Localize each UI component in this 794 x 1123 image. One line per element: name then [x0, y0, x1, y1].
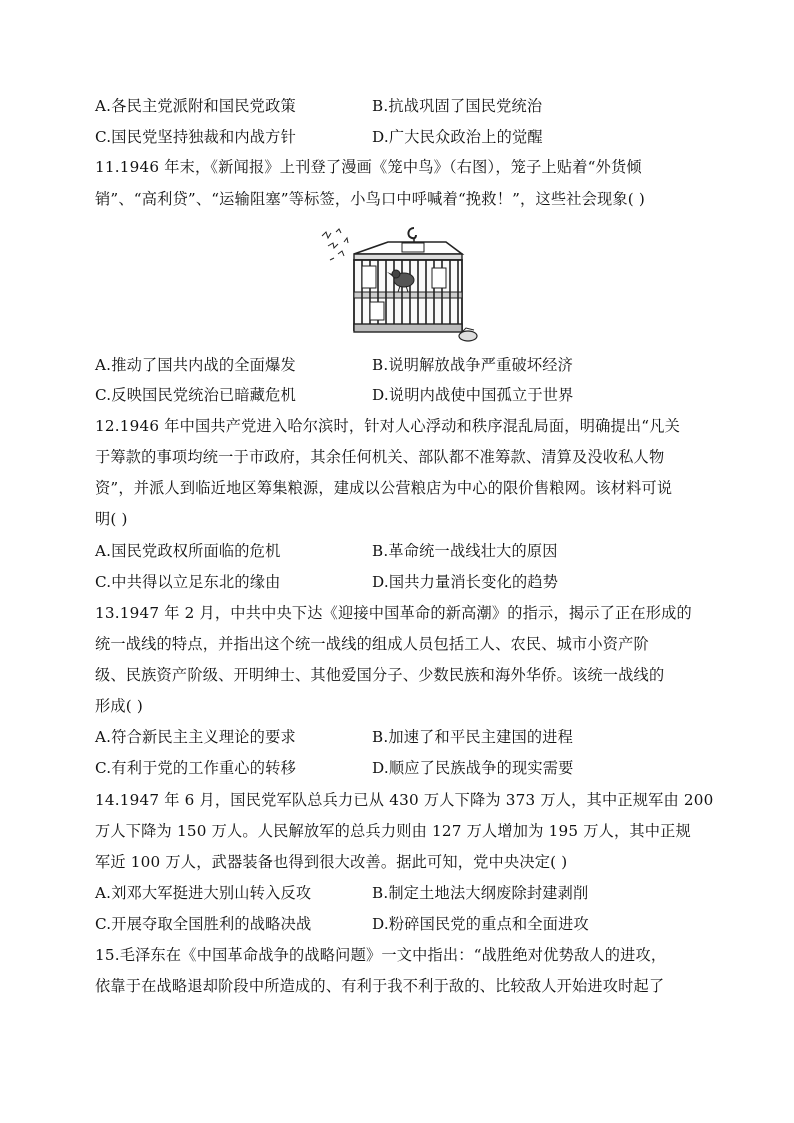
q13-option-c: C.有利于党的工作重心的转移 — [95, 759, 296, 777]
q10-option-b: B.抗战巩固了国民党统治 — [372, 97, 543, 115]
birdcage-cartoon-icon — [318, 224, 478, 346]
q13-stem-line-3: 级、民族资产阶级、开明绅士、其他爱国分子、少数民族和海外华侨。该统一战线的 — [95, 666, 665, 684]
q14-option-d: D.粉碎国民党的重点和全面进攻 — [372, 915, 589, 933]
q14-option-c: C.开展夺取全国胜利的战略决战 — [95, 915, 312, 933]
q11-stem-line-2: 销”、“高利贷”、“运输阻塞”等标签，小鸟口中呼喊着“挽救！”，这些社会现象( ) — [95, 190, 646, 208]
q12-stem-line-3: 资”，并派人到临近地区筹集粮源，建成以公营粮店为中心的限价售粮网。该材料可说 — [95, 479, 673, 497]
q14-stem-line-2: 万人下降为 150 万人。人民解放军的总兵力则由 127 万人增加为 195 万人，其中正规 — [95, 822, 691, 840]
q10-option-c: C.国民党坚持独裁和内战方针 — [95, 128, 296, 146]
q12-option-b: B.革命统一战线壮大的原因 — [372, 542, 558, 560]
q11-option-a: A.推动了国共内战的全面爆发 — [95, 356, 296, 374]
q11-option-c: C.反映国民党统治已暗藏危机 — [95, 386, 296, 404]
q14-option-a: A.刘邓大军挺进大别山转入反攻 — [95, 884, 312, 902]
q13-stem-line-4: 形成( ) — [95, 697, 144, 715]
q13-option-d: D.顺应了民族战争的现实需要 — [372, 759, 574, 777]
q13-stem-line-1: 13.1947 年 2 月，中共中央下达《迎接中国革命的新高潮》的指示，揭示了正在形成的 — [95, 604, 692, 622]
q11-stem-line-1: 11.1946 年末，《新闻报》上刊登了漫画《笼中鸟》（右图），笼子上贴着“外货倾 — [95, 158, 642, 176]
q13-stem-line-2: 统一战线的特点，并指出这个统一战线的组成人员包括工人、农民、城市小资产阶 — [95, 635, 649, 653]
q12-stem-line-4: 明( ) — [95, 510, 128, 528]
q10-option-a: A.各民主党派附和国民党政策 — [95, 97, 296, 115]
q11-option-d: D.说明内战使中国孤立于世界 — [372, 386, 574, 404]
q13-option-a: A.符合新民主主义理论的要求 — [95, 728, 296, 746]
q12-option-a: A.国民党政权所面临的危机 — [95, 542, 281, 560]
q12-option-d: D.国共力量消长变化的趋势 — [372, 573, 559, 591]
q15-stem-line-2: 依靠于在战略退却阶段中所造成的、有利于我不利于敌的、比较敌人开始进攻时起了 — [95, 977, 665, 995]
q14-stem-line-3: 军近 100 万人，武器装备也得到很大改善。据此可知，党中央决定( ) — [95, 853, 568, 871]
q13-option-b: B.加速了和平民主建国的进程 — [372, 728, 574, 746]
q15-stem-line-1: 15.毛泽东在《中国革命战争的战略问题》一文中指出：“战胜绝对优势敌人的进攻， — [95, 946, 667, 964]
q11-option-b: B.说明解放战争严重破坏经济 — [372, 356, 574, 374]
q12-option-c: C.中共得以立足东北的缘由 — [95, 573, 281, 591]
q14-stem-line-1: 14.1947 年 6 月，国民党军队总兵力已从 430 万人下降为 373 万人，其中正规军由 200 — [95, 791, 714, 809]
q12-stem-line-2: 于筹款的事项均统一于市政府，其余任何机关、部队都不准筹款、清算及没收私人物 — [95, 448, 665, 466]
q14-option-b: B.制定土地法大纲废除封建剥削 — [372, 884, 589, 902]
q10-option-d: D.广大民众政治上的觉醒 — [372, 128, 543, 146]
q12-stem-line-1: 12.1946 年中国共产党进入哈尔滨时，针对人心浮动和秩序混乱局面，明确提出“凡关 — [95, 417, 680, 435]
